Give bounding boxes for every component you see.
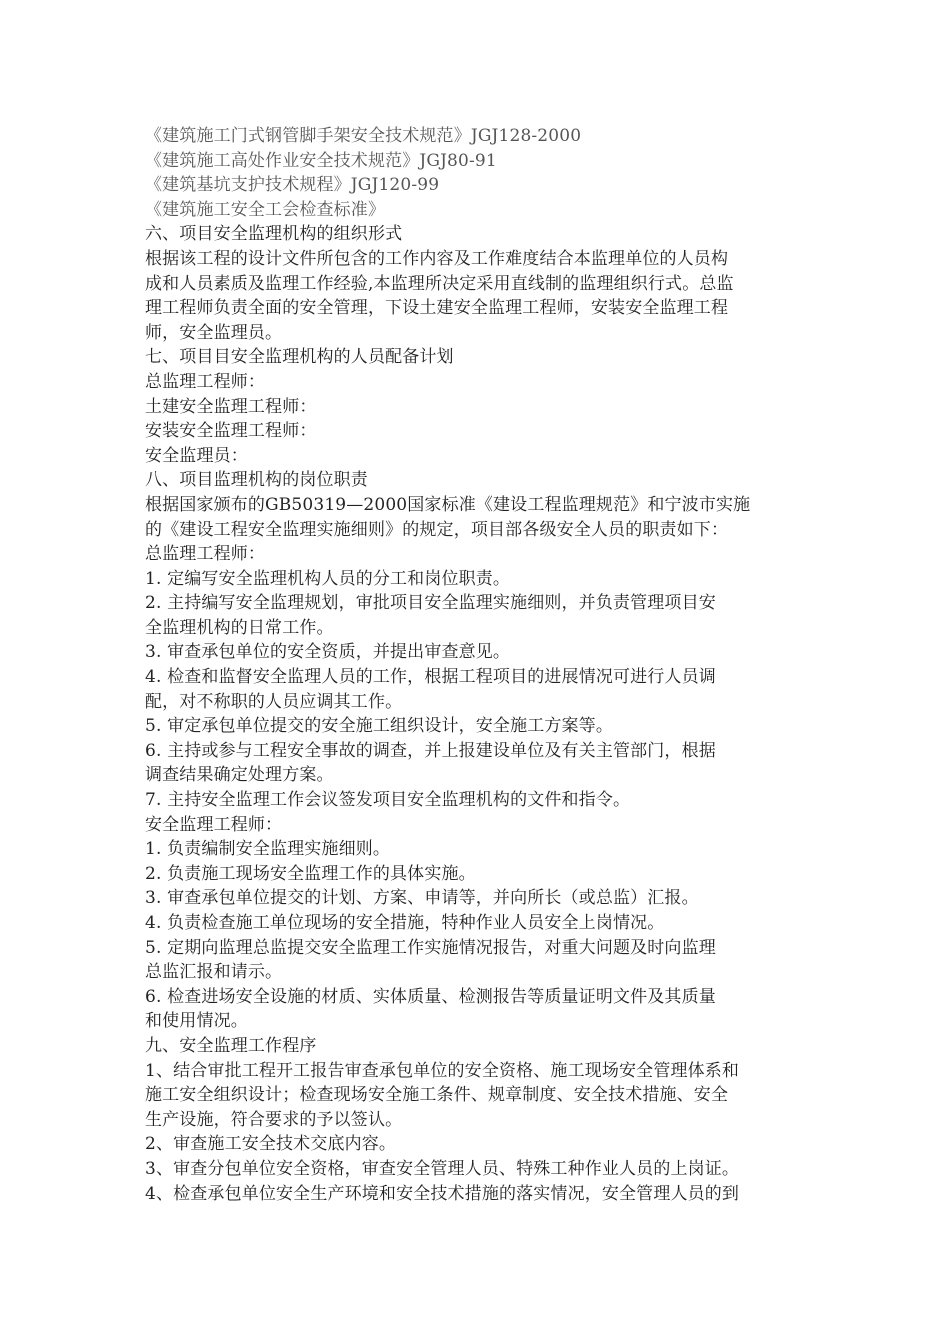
list-item: 3. 审查承包单位的安全资质，并提出审查意见。 [145,642,511,663]
text-line: 根据该工程的设计文件所包含的工作内容及工作难度结合本监理单位的人员构 [145,248,729,269]
list-item: 2. 主持编写安全监理规划，审批项目安全监理实施细则，并负责管理项目安 [145,593,716,614]
text-line: 理工程师负责全面的安全管理，下设土建安全监理工程师，安装安全监理工程 [145,298,729,319]
section-heading: 八、项目监理机构的岗位职责 [145,470,368,491]
list-item: 4、检查承包单位安全生产环境和安全技术措施的落实情况，安全管理人员的到 [145,1183,740,1204]
text-line: 根据国家颁布的GB50319—2000国家标准《建设工程监理规范》和宁波市实施 [145,494,751,515]
list-item: 1. 定编写安全监理机构人员的分工和岗位职责。 [145,568,511,589]
list-item: 2. 负责施工现场安全监理工作的具体实施。 [145,863,476,884]
text-line: 师，安全监理员。 [145,322,283,343]
section-heading: 六、项目安全监理机构的组织形式 [145,224,403,245]
text-line: 配，对不称职的人员应调其工作。 [145,691,403,712]
section-heading: 九、安全监理工作程序 [145,1035,317,1056]
list-item: 5. 定期向监理总监提交安全监理工作实施情况报告，对重大问题及时向监理 [145,937,716,958]
text-line: 总监理工程师： [145,371,266,392]
text-line: 的《建设工程安全监理实施细则》的规定，项目部各级安全人员的职责如下： [145,519,729,540]
text-line: 成和人员素质及监理工作经验,本监理所决定采用直线制的监理组织行式。总监 [145,273,734,294]
text-line: 总监理工程师： [145,544,266,565]
list-item: 3、审查分包单位安全资格，审查安全管理人员、特殊工种作业人员的上岗证。 [145,1158,740,1179]
list-item: 3. 审查承包单位提交的计划、方案、申请等，并向所长（或总监）汇报。 [145,888,699,909]
text-line: 《建筑基坑支护技术规程》JGJ120-99 [145,175,440,196]
list-item: 7. 主持安全监理工作会议签发项目安全监理机构的文件和指令。 [145,790,631,811]
section-heading: 七、项目目安全监理机构的人员配备计划 [145,347,454,368]
text-line: 生产设施，符合要求的予以签认。 [145,1109,403,1130]
text-line: 施工安全组织设计；检查现场安全施工条件、规章制度、安全技术措施、安全 [145,1085,729,1106]
list-item: 1. 负责编制安全监理实施细则。 [145,839,391,860]
list-item: 4. 检查和监督安全监理人员的工作，根据工程项目的进展情况可进行人员调 [145,667,716,688]
list-item: 4. 负责检查施工单位现场的安全措施，特种作业人员安全上岗情况。 [145,913,665,933]
list-item: 2、审查施工安全技术交底内容。 [145,1134,397,1155]
text-line: 安全监理工程师： [145,814,283,835]
list-item: 5. 审定承包单位提交的安全施工组织设计，安全施工方案等。 [145,716,613,737]
text-line: 《建筑施工安全工会检查标准》 [145,199,386,220]
text-line: 安装安全监理工程师： [145,421,317,442]
list-item: 6. 检查进场安全设施的材质、实体质量、检测报告等质量证明文件及其质量 [145,986,716,1007]
text-line: 和使用情况。 [145,1011,248,1032]
text-line: 安全监理员： [145,445,248,466]
text-line: 《建筑施工高处作业安全技术规范》JGJ80-91 [145,150,497,171]
text-line: 《建筑施工门式钢管脚手架安全技术规范》JGJ128-2000 [145,126,582,146]
list-item: 1、结合审批工程开工报告审查承包单位的安全资格、施工现场安全管理体系和 [145,1060,740,1081]
text-line: 全监理机构的日常工作。 [145,617,334,638]
text-line: 调查结果确定处理方案。 [145,765,334,786]
list-item: 6. 主持或参与工程安全事故的调查，并上报建设单位及有关主管部门，根据 [145,740,716,761]
text-line: 总监汇报和请示。 [145,962,283,983]
text-line: 土建安全监理工程师： [145,396,317,417]
